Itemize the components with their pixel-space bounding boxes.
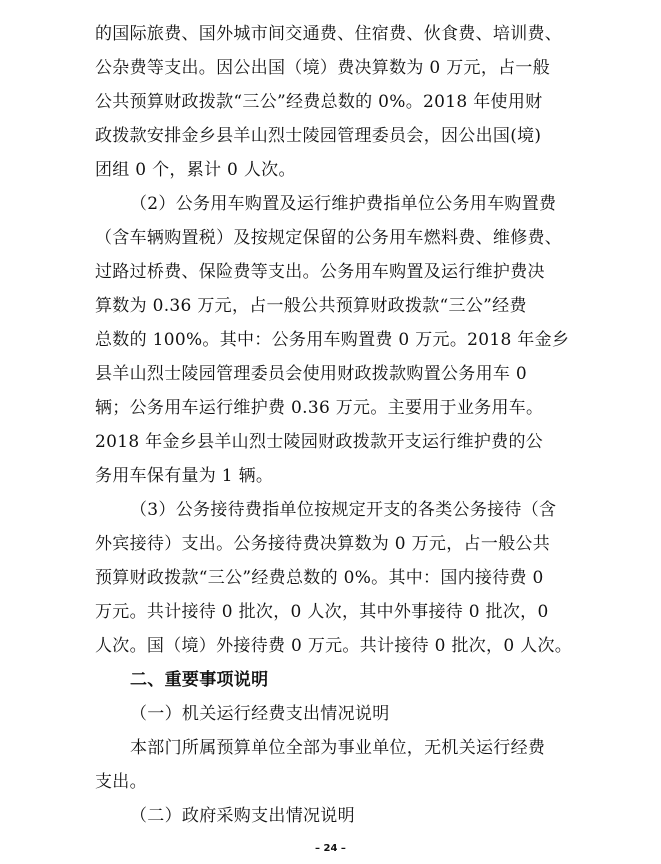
body-text-line: 辆；公务用车运行维护费 0.36 万元。主要用于业务用车。: [95, 398, 544, 418]
subsection-heading: （一）机关运行经费支出情况说明: [130, 704, 390, 724]
body-text-line: 县羊山烈士陵园管理委员会使用财政拨款购置公务用车 0: [95, 364, 528, 384]
body-text-line: 公共预算财政拨款“三公”经费总数的 0%。2018 年使用财: [95, 92, 543, 112]
paragraph-start-line: （2）公务用车购置及运行维护费指单位公务用车购置费: [130, 194, 557, 214]
body-text-line: 人次。国（境）外接待费 0 万元。共计接待 0 批次，0 人次。: [95, 636, 573, 656]
body-text-line: 2018 年金乡县羊山烈士陵园财政拨款开支运行维护费的公: [95, 432, 544, 452]
section-heading: 二、重要事项说明: [130, 670, 269, 690]
body-text-line: 务用车保有量为 1 辆。: [95, 466, 274, 486]
body-text-line: （含车辆购置税）及按规定保留的公务用车燃料费、维修费、: [95, 228, 563, 248]
body-text-line: 过路过桥费、保险费等支出。公务用车购置及运行维护费决: [95, 262, 545, 282]
body-text-line: 支出。: [95, 772, 147, 792]
body-text-line: 预算财政拨款“三公”经费总数的 0%。其中：国内接待费 0: [95, 568, 544, 588]
page-number: – 24 –: [315, 843, 346, 854]
paragraph-start-line: （3）公务接待费指单位按规定开支的各类公务接待（含: [130, 500, 557, 520]
paragraph-start-line: 本部门所属预算单位全部为事业单位，无机关运行经费: [130, 738, 546, 758]
body-text-line: 算数为 0.36 万元，占一般公共预算财政拨款“三公”经费: [95, 296, 527, 316]
body-text-line: 外宾接待）支出。公务接待费决算数为 0 万元，占一般公共: [95, 534, 551, 554]
body-text-line: 政拨款安排金乡县羊山烈士陵园管理委员会，因公出国(境): [95, 126, 542, 146]
body-text-line: 的国际旅费、国外城市间交通费、住宿费、伙食费、培训费、: [95, 24, 563, 44]
body-text-line: 团组 0 个，累计 0 人次。: [95, 160, 296, 180]
subsection-heading: （二）政府采购支出情况说明: [130, 806, 355, 826]
body-text-line: 总数的 100%。其中：公务用车购置费 0 万元。2018 年金乡: [95, 330, 570, 350]
body-text-line: 公杂费等支出。因公出国（境）费决算数为 0 万元，占一般: [95, 58, 551, 78]
body-text-line: 万元。共计接待 0 批次，0 人次，其中外事接待 0 批次，0: [95, 602, 549, 622]
